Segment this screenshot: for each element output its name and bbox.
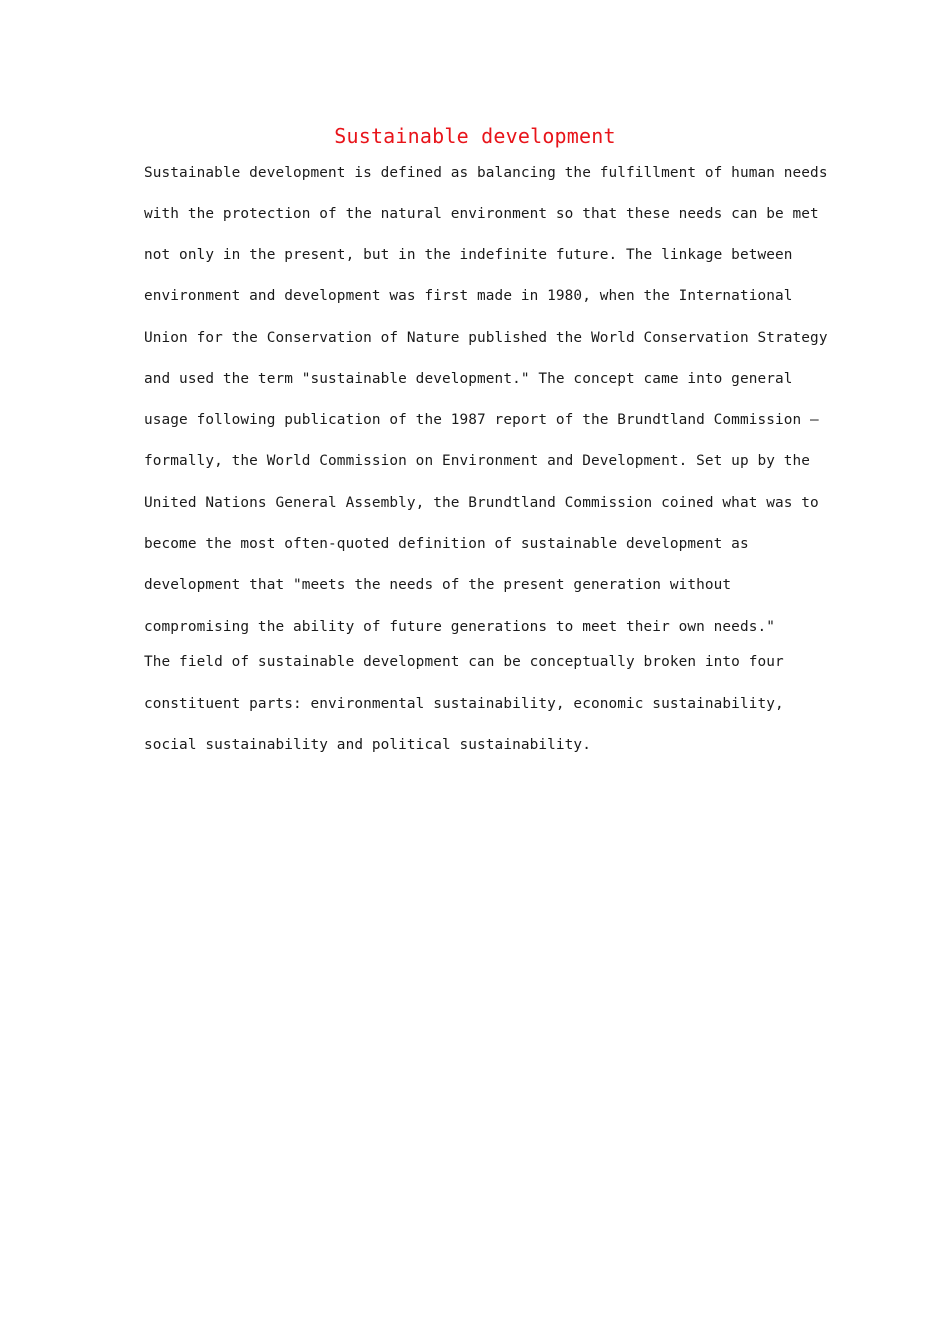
paragraph-line: not only in the present, but in the indefinite future. The linkage between (144, 247, 793, 263)
paragraph-line: Sustainable development is defined as balancing the fulfillment of human needs (144, 165, 828, 181)
paragraph-line: constituent parts: environmental sustainability, economic sustainability, (144, 696, 784, 712)
paragraph-line: environment and development was first made in 1980, when the International (144, 288, 793, 304)
paragraph-line: social sustainability and political sustainability. (144, 737, 591, 753)
paragraph-line: and used the term "sustainable development." The concept came into general (144, 371, 793, 387)
paragraph-line: United Nations General Assembly, the Brundtland Commission coined what was to (144, 495, 819, 511)
paragraph-line: The field of sustainable development can be conceptually broken into four (144, 654, 784, 670)
paragraph-line: Union for the Conservation of Nature published the World Conservation Strategy (144, 330, 828, 346)
paragraph-line: compromising the ability of future generations to meet their own needs." (144, 619, 775, 635)
paragraph-line: become the most often-quoted definition of sustainable development as (144, 536, 749, 552)
paragraph-line: usage following publication of the 1987 report of the Brundtland Commission — (144, 412, 819, 428)
paragraph-line: formally, the World Commission on Environment and Development. Set up by the (144, 453, 811, 469)
paragraph-line: development that "meets the needs of the present generation without (144, 577, 732, 593)
paragraph-line: with the protection of the natural environment so that these needs can be met (144, 206, 819, 222)
document-title: Sustainable development (334, 124, 616, 148)
